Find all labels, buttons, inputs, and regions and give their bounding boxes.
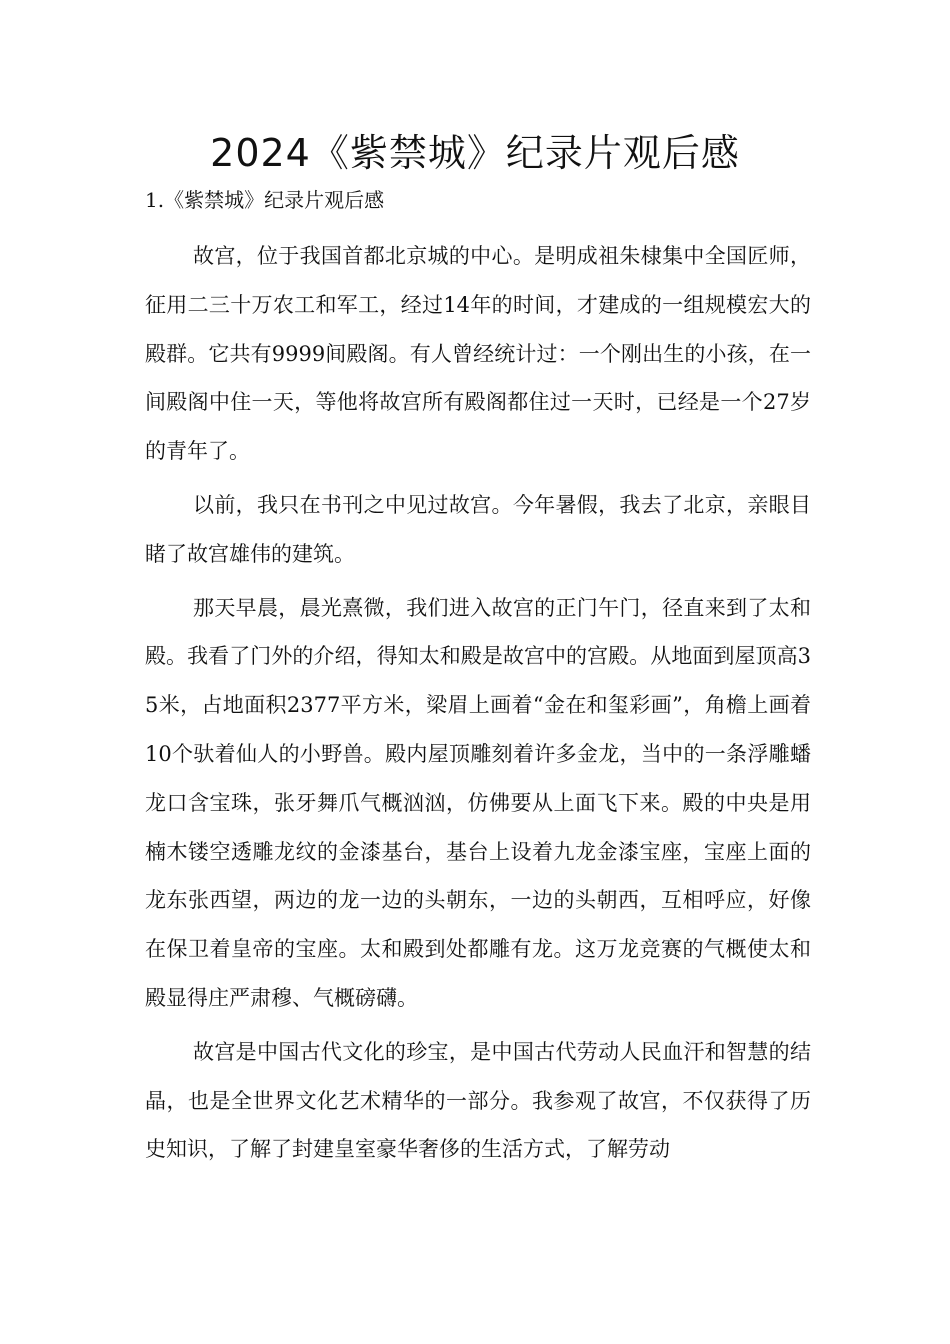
- paragraph-2: 以前，我只在书刊之中见过故宫。今年暑假，我去了北京，亲眼目睹了故宫雄伟的建筑。: [145, 492, 811, 566]
- document-title: 2024《紫禁城》纪录片观后感: [210, 131, 740, 175]
- paragraph-4: 故宫是中国古代文化的珍宝，是中国古代劳动人民血汗和智慧的结晶，也是全世界文化艺术精华的一部分。我参观了故宫，不仅获得了历史知识，了解了封建皇室豪华奢侈的生活方式，了解劳动: [145, 1039, 811, 1162]
- document-body: [145, 232, 811, 1179]
- paragraph-1: 故宫，位于我国首都北京城的中心。是明成祖朱棣集中全国匠师，征用二三十万农工和军工，经过14年的时间，才建成的一组规模宏大的殿群。它共有9999间殿阁。有人曾经统计过：一个刚出生的小孩，在一间殿阁中住一天，等他将故宫所有殿阁都住过一天时，已经是一个27岁的青年了。: [145, 244, 811, 464]
- section-heading: 1.《紫禁城》纪录片观后感: [145, 188, 385, 212]
- paragraph-3: 那天早晨，晨光熹微，我们进入故宫的正门午门，径直来到了太和殿。我看了门外的介绍，得知太和殿是故宫中的宫殿。从地面到屋顶高35米，占地面积2377平方米，梁眉上画着“金在和玺彩画”，角檐上画着10个驮着仙人的小野兽。殿内屋顶雕刻着许多金龙，当中的一条浮雕蟠龙口含宝珠，张牙舞爪气概汹汹，仿佛要从上面飞下来。殿的中央是用楠木镂空透雕龙纹的金漆基台，基台上设着九龙金漆宝座，宝座上面的龙东张西望，两边的龙一边的头朝东，一边的头朝西，互相呼应，好像在保卫着皇帝的宝座。太和殿到处都雕有龙。这万龙竞赛的气概使太和殿显得庄严肃穆、气概磅礴。: [145, 595, 811, 1010]
